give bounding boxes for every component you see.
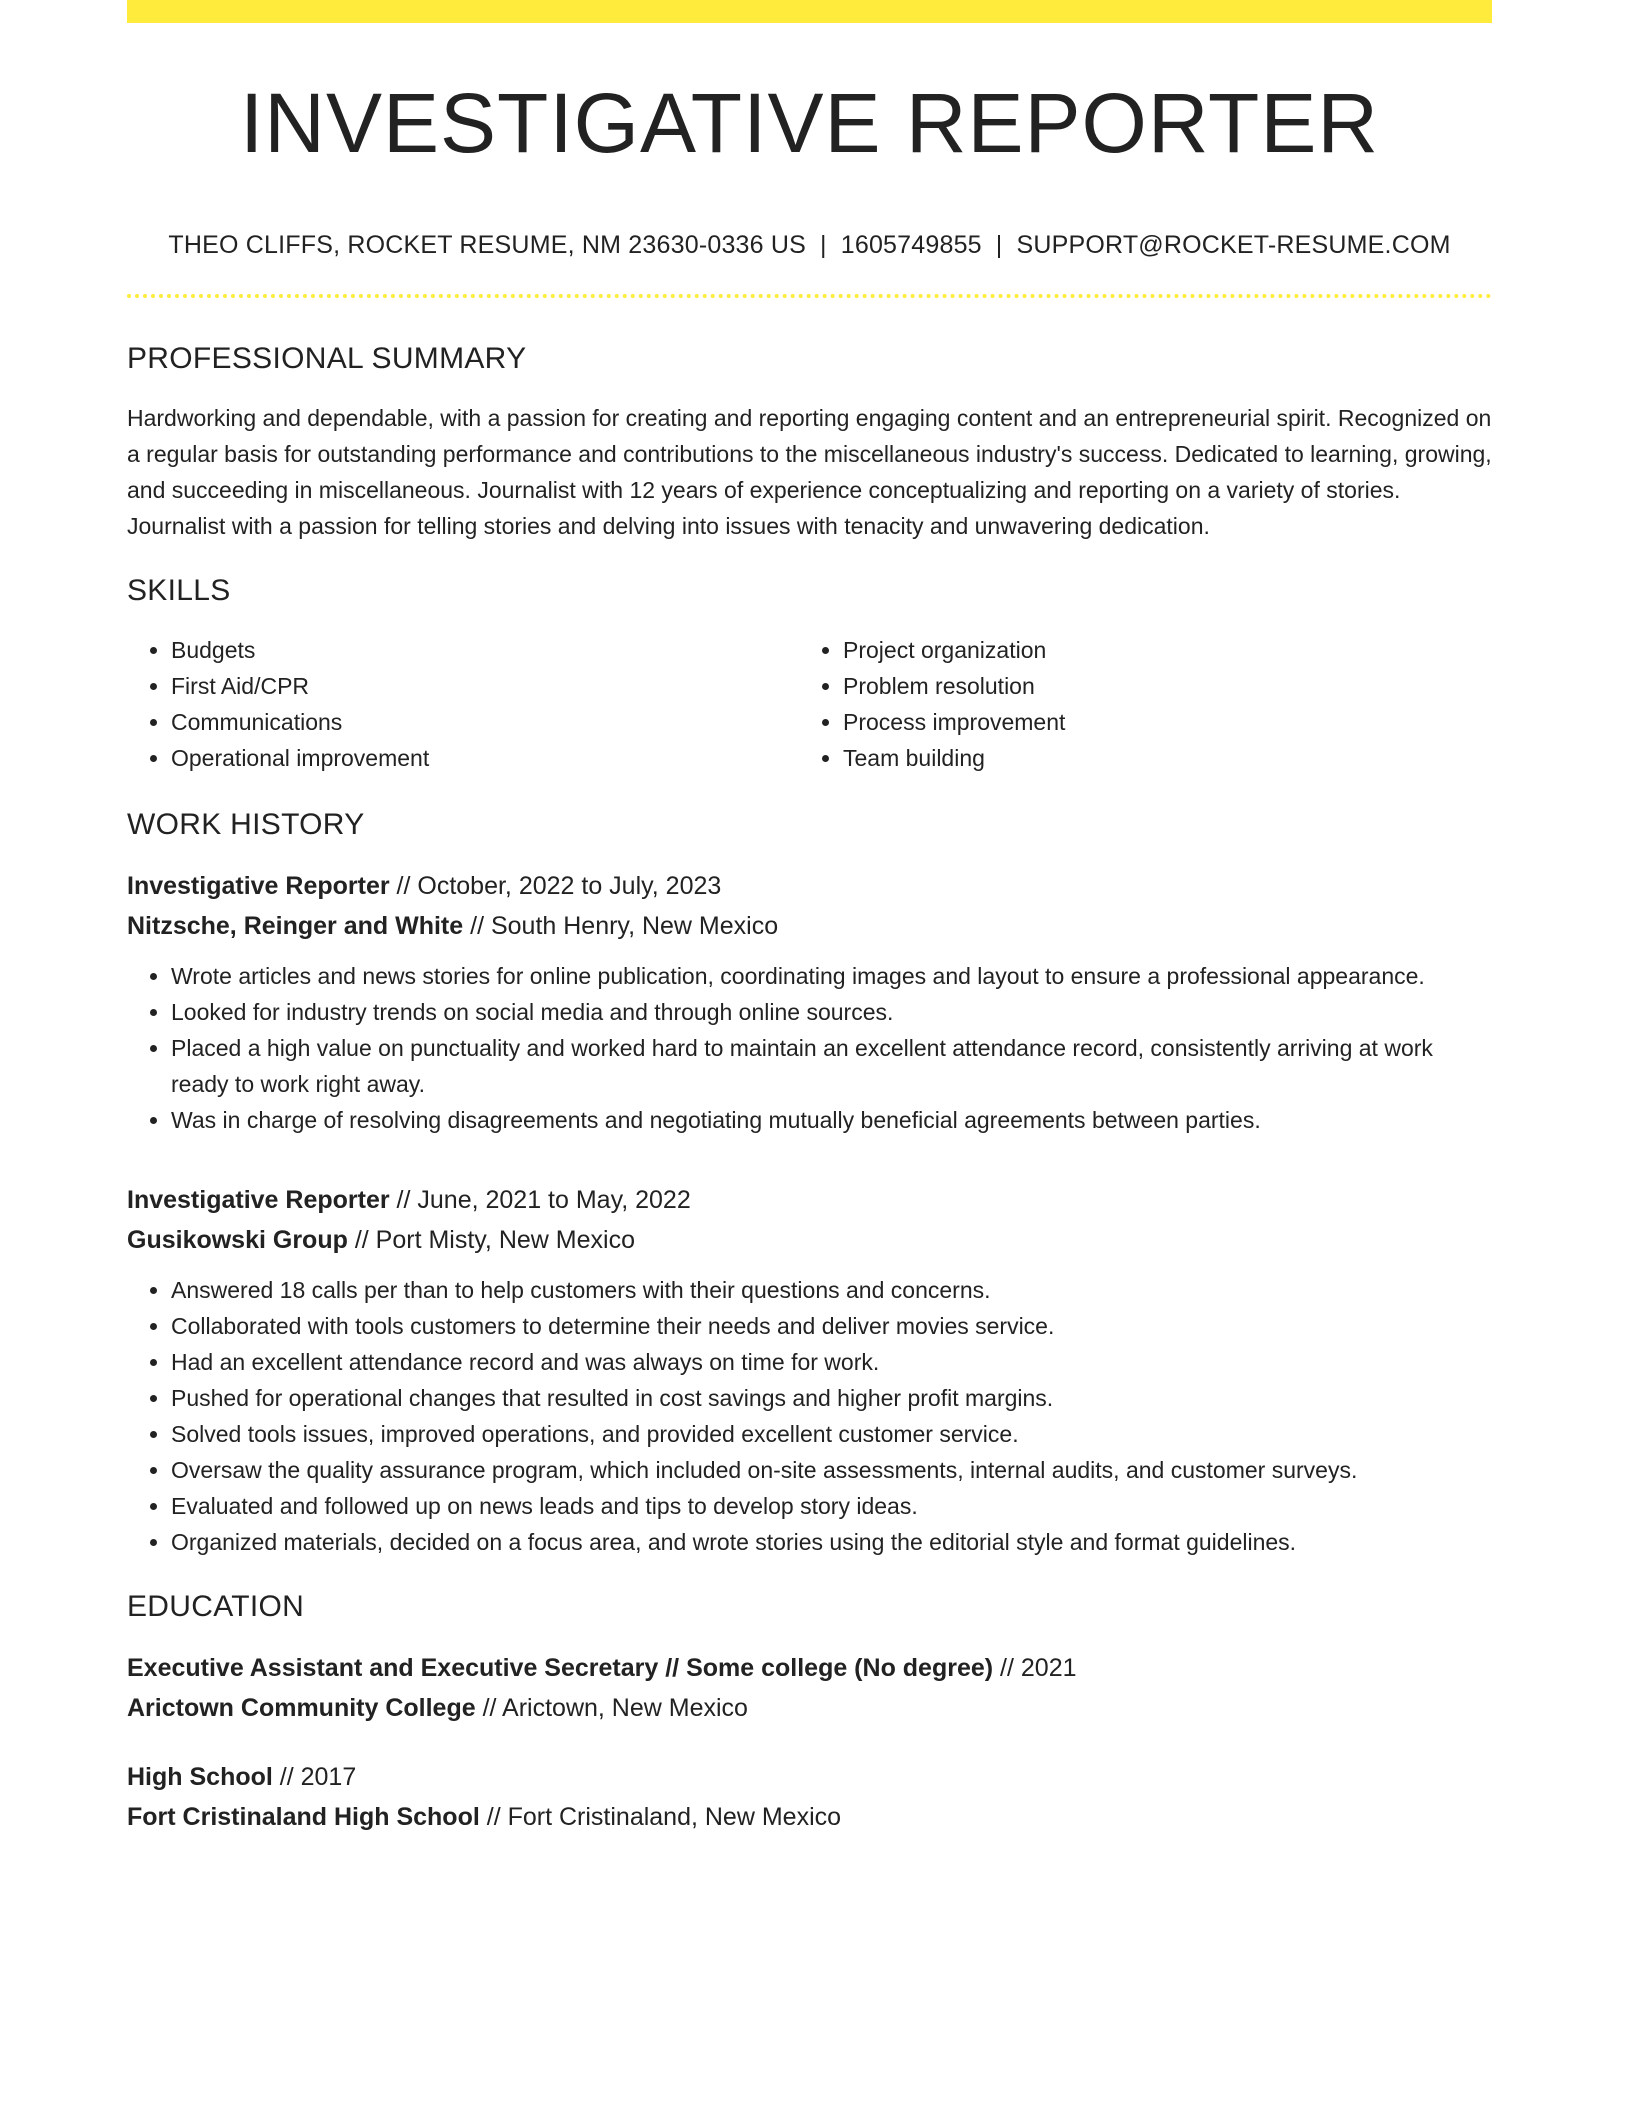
job-company: Gusikowski Group [127, 1226, 348, 1255]
skills-columns [127, 632, 1492, 776]
job-bullets [127, 1272, 1492, 1560]
education-degree-line [127, 1757, 1492, 1797]
skill-item: • Process improvement [843, 704, 1471, 740]
education-entry [127, 1648, 1492, 1728]
dotted-divider [127, 294, 1492, 298]
job-dates: // June, 2021 to May, 2022 [396, 1186, 691, 1215]
candidate-title: INVESTIGATIVE REPORTER [239, 76, 1380, 170]
job-bullet: • Pushed for operational changes that resulted in cost savings and higher profit margins. [171, 1380, 1492, 1416]
skills-list-right [799, 632, 1471, 776]
education-school: Arictown Community College [127, 1694, 476, 1723]
job-company-line [127, 1220, 1492, 1260]
skill-item: • Communications [171, 704, 799, 740]
job-bullet: • Collaborated with tools customers to determine their needs and deliver movies service. [171, 1308, 1492, 1344]
education-degree-line [127, 1648, 1492, 1688]
skill-item: • First Aid/CPR [171, 668, 799, 704]
contact-address: THEO CLIFFS, ROCKET RESUME, NM 23630-0336 US [168, 231, 807, 260]
education-location: // Fort Cristinaland, New Mexico [486, 1803, 842, 1832]
summary-text: Hardworking and dependable, with a passion for creating and reporting engaging content and an entrepreneurial spirit. Recognized on a regular basis for outstanding performance and contributions to the miscellaneous industry's success. Dedicated to learning, growing, and succeeding in miscellaneous. Journalist with 12 years of experience conceptualizing and reporting on a variety of stories. Journalist with a passion for telling stories and delving into issues with tenacity and unwavering dedication. [127, 405, 1492, 540]
job-bullet: • Answered 18 calls per than to help customers with their questions and concerns. [171, 1272, 1492, 1308]
summary-heading: PROFESSIONAL SUMMARY [127, 342, 527, 376]
job-company: Nitzsche, Reinger and White [127, 912, 464, 941]
job-location: // Port Misty, New Mexico [354, 1226, 635, 1255]
job-bullet: • Placed a high value on punctuality and worked hard to maintain an excellent attendance record, consistently arriving at work ready to work right away. [171, 1030, 1492, 1102]
education-school: Fort Cristinaland High School [127, 1803, 480, 1832]
accent-top-bar [127, 0, 1492, 23]
education-year: // 2021 [1000, 1654, 1077, 1683]
job-bullets [127, 958, 1492, 1138]
job-location: // South Henry, New Mexico [470, 912, 779, 941]
education-heading: EDUCATION [127, 1590, 305, 1624]
education-school-line [127, 1688, 1492, 1728]
contact-line [127, 231, 1492, 260]
skill-item: • Project organization [843, 632, 1471, 668]
skills-list-left [127, 632, 799, 776]
contact-email: SUPPORT@ROCKET-RESUME.COM [1016, 231, 1451, 260]
job-bullet: • Had an excellent attendance record and was always on time for work. [171, 1344, 1492, 1380]
education-entry [127, 1757, 1492, 1837]
job-bullet: • Looked for industry trends on social media and through online sources. [171, 994, 1492, 1030]
skill-item: • Team building [843, 740, 1471, 776]
job-company-line [127, 906, 1492, 946]
job-role-line [127, 1180, 1492, 1220]
skills-heading: SKILLS [127, 574, 231, 608]
job-dates: // October, 2022 to July, 2023 [396, 872, 722, 901]
work-history-heading: WORK HISTORY [127, 808, 365, 842]
job-bullet: • Organized materials, decided on a focus area, and wrote stories using the editorial style and format guidelines. [171, 1524, 1492, 1560]
contact-separator: | [995, 231, 1003, 260]
education-year: // 2017 [279, 1763, 357, 1792]
skill-item: • Operational improvement [171, 740, 799, 776]
job-bullet: • Oversaw the quality assurance program, which included on-site assessments, internal audits, and customer surveys. [171, 1452, 1492, 1488]
skill-item: • Problem resolution [843, 668, 1471, 704]
education-location: // Arictown, New Mexico [482, 1694, 748, 1723]
resume-content [127, 23, 1492, 1837]
job-entry [127, 1180, 1492, 1560]
education-school-line [127, 1797, 1492, 1837]
job-bullet: • Solved tools issues, improved operations, and provided excellent customer service. [171, 1416, 1492, 1452]
job-bullet: • Evaluated and followed up on news leads and tips to develop story ideas. [171, 1488, 1492, 1524]
education-degree: High School [127, 1763, 273, 1792]
contact-phone: 1605749855 [840, 231, 982, 260]
education-degree: Executive Assistant and Executive Secretary // Some college (No degree) [127, 1654, 994, 1683]
contact-separator: | [820, 231, 827, 260]
job-entry [127, 866, 1492, 1138]
job-role: Investigative Reporter [127, 1186, 390, 1215]
job-role-line [127, 866, 1492, 906]
job-role: Investigative Reporter [127, 872, 390, 901]
skill-item: • Budgets [171, 632, 799, 668]
job-bullet: • Was in charge of resolving disagreements and negotiating mutually beneficial agreements between parties. [171, 1102, 1492, 1138]
job-bullet: • Wrote articles and news stories for online publication, coordinating images and layout to ensure a professional appearance. [171, 958, 1492, 994]
